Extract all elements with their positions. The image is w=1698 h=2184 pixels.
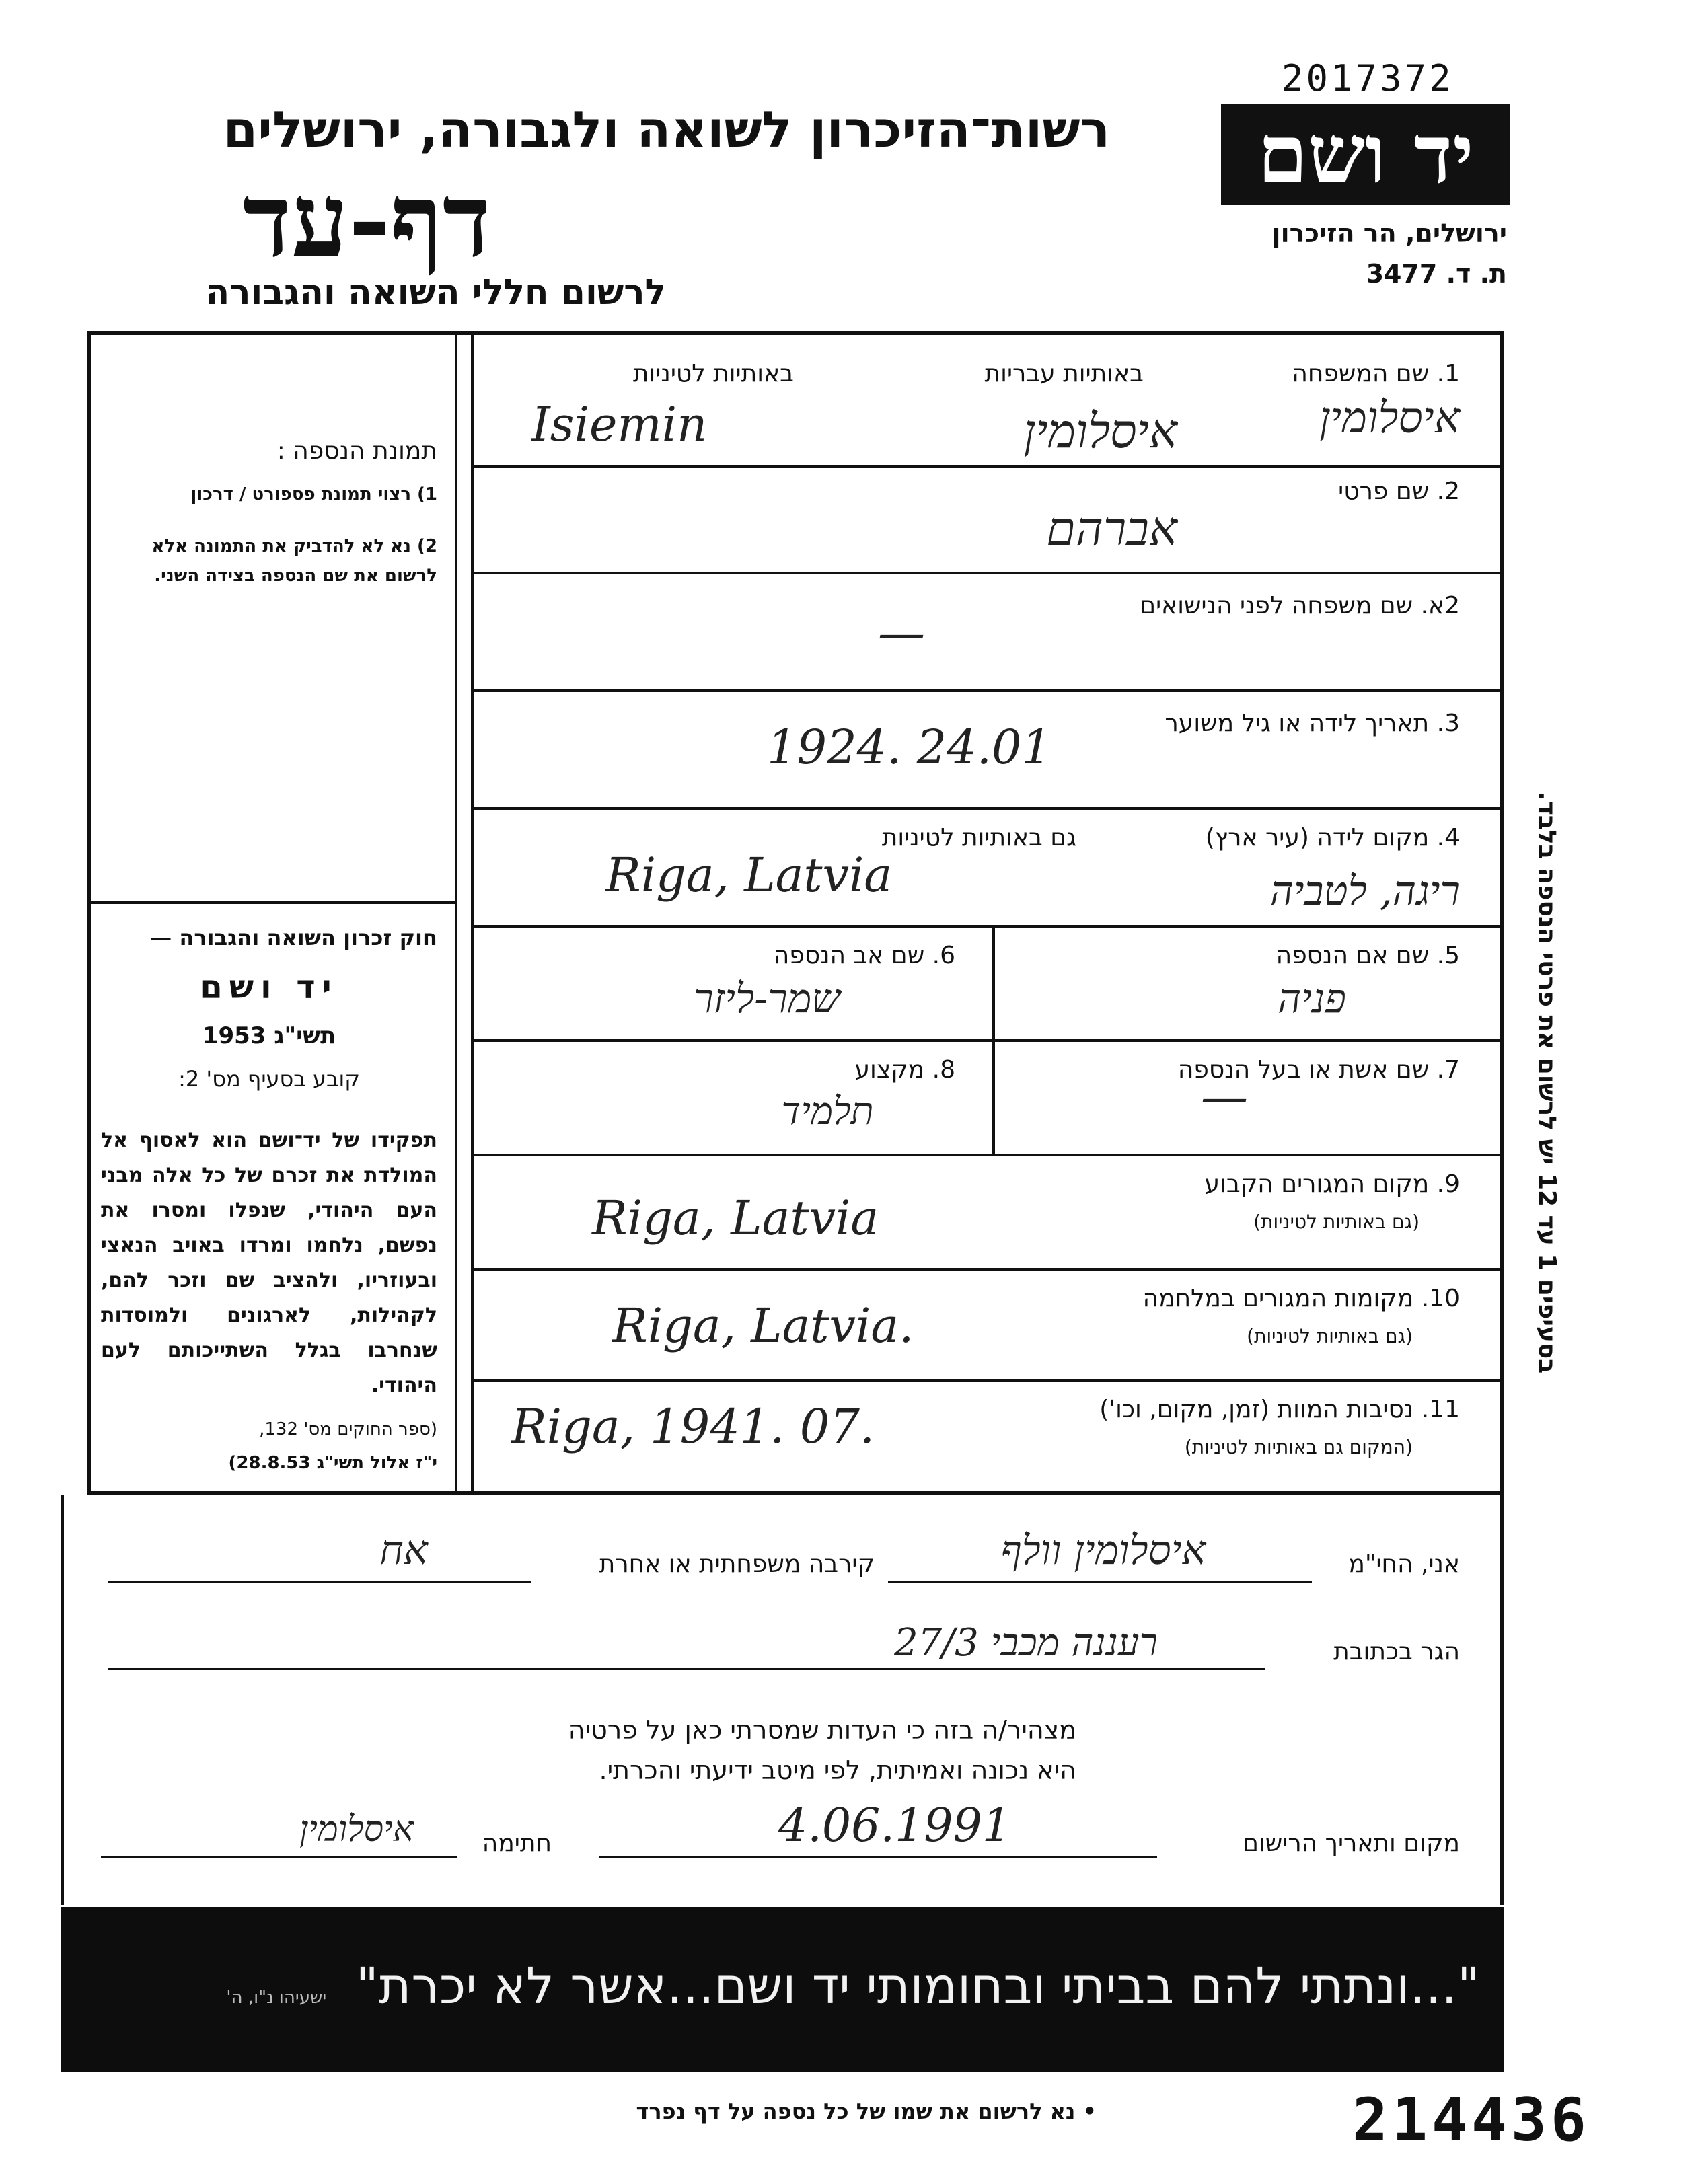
field-5-label: 5. שם אם הנספה xyxy=(1276,942,1460,969)
field-4-label: 4. מקום לידה (עיר ארץ) xyxy=(1205,824,1460,852)
field-4-value-latin[interactable]: Riga, Latvia xyxy=(605,848,893,903)
authority-heading: רשות־הזיכרון לשואה ולגבורה, ירושלים xyxy=(223,101,1110,159)
place-date-underline xyxy=(599,1856,1157,1858)
field-9-sublabel: (גם באותיות לטיניות) xyxy=(1253,1211,1419,1233)
field-8-value[interactable]: תלמיד xyxy=(781,1090,874,1133)
field-11-label: 11. נסיבות המוות (זמן, מקום, וכו') xyxy=(1099,1396,1460,1423)
row-divider xyxy=(471,572,1504,574)
row-divider xyxy=(471,925,1504,928)
law-name: יד ושם xyxy=(200,969,338,1006)
address-underline xyxy=(108,1668,1265,1670)
field-7-value[interactable]: — xyxy=(1201,1069,1248,1125)
side-instruction-note: בסעיפים 1 עד 12 יש לרשום את פרטי הנספה בלבד. xyxy=(1533,792,1561,1374)
declarant-underline xyxy=(888,1581,1312,1583)
row-divider xyxy=(471,807,1504,810)
field-4-value-hebrew[interactable]: ריגה, לטביה xyxy=(1269,868,1460,915)
yad-vashem-logo: יד ושם xyxy=(1221,104,1510,205)
law-source-line-2: י"ז אלול תשי"ג 28.8.53) xyxy=(228,1453,437,1473)
document-number: 2017372 xyxy=(1282,57,1454,100)
field-1-value-side[interactable]: איסלומין xyxy=(1319,393,1460,443)
place-date-label: מקום ותאריך הרישום xyxy=(1243,1830,1460,1857)
field-9-label: 9. מקום המגורים הקבוע xyxy=(1204,1170,1460,1198)
row-divider xyxy=(471,689,1504,692)
relation-value[interactable]: אח xyxy=(379,1527,428,1574)
field-7-label: 7. שם אשת או בעל הנספה xyxy=(1177,1056,1460,1084)
law-year: תשי"ג 1953 xyxy=(202,1022,336,1049)
law-source-line-1: (ספר החוקים מס' 132, xyxy=(259,1419,437,1439)
banner-quote-source: ישעיהו נ"ו, ה' xyxy=(226,1988,327,2008)
address-label: הגר בכתובת xyxy=(1333,1638,1460,1665)
row-divider xyxy=(471,1154,1504,1156)
field-5-value[interactable]: פניה xyxy=(1278,975,1346,1022)
main-column-edge xyxy=(471,331,474,1495)
stamp-number: 214436 xyxy=(1352,2085,1590,2154)
column-divider xyxy=(992,925,995,1154)
signature-label: חתימה xyxy=(482,1830,552,1857)
field-1-label: 1. שם המשפחה xyxy=(1292,360,1460,387)
field-6-label: 6. שם אב הנספה xyxy=(773,942,955,969)
field-3-value[interactable]: 1924. 24.01 xyxy=(767,720,1052,775)
row-divider xyxy=(471,465,1504,468)
address-value[interactable]: רעננה מכבי 27/3 xyxy=(893,1621,1158,1665)
field-9-value[interactable]: Riga, Latvia xyxy=(592,1191,879,1246)
field-1-latin-header: באותיות לטיניות xyxy=(632,360,794,387)
relation-label: קירבה משפחתית או אחרת xyxy=(599,1550,875,1578)
law-body-text: תפקידו של יד־ושם הוא לאסוף אל המולדת את זכרם של כל אלה מבני העם היהודי, שנפלו ומסרו את נפשם, נלחמו ומרדו באויב הנאצי ובעוזריו, ולהציב שם וזכר להם, לקהילות, לארגונים ולמוסדות שנחרבו בגלל השתייכותם לעם היהודי. xyxy=(101,1129,437,1397)
field-10-value[interactable]: Riga, Latvia. xyxy=(612,1298,914,1353)
field-4-latin-header: גם באותיות לטיניות xyxy=(881,824,1076,852)
field-11-value[interactable]: Riga, 1941. 07. xyxy=(511,1399,875,1454)
declaration-statement-2: היא נכונה ואמיתית, לפי מיטב ידיעתי והכרתי. xyxy=(599,1756,1076,1785)
row-divider xyxy=(471,1379,1504,1382)
declaration-statement-1: מצהיר/ה בזה כי העדות שמסרתי כאן על פרטיה xyxy=(568,1715,1076,1745)
banner-quote xyxy=(81,1957,1480,2015)
law-title: חוק זכרון השואה והגבורה — xyxy=(150,925,437,950)
field-2a-value[interactable]: — xyxy=(878,605,925,661)
field-10-sublabel: (גם באותיות לטיניות) xyxy=(1247,1325,1413,1347)
signature-underline xyxy=(101,1856,457,1858)
photo-note-1: 1) רצוי תמונת פספורט / דרכון xyxy=(190,484,437,504)
declarant-name-value[interactable]: איסלומין וולף xyxy=(1000,1527,1206,1574)
photo-note-2: 2) נא לא להדביק את התמונה אלא לרשום את שם הנספה בצידה השני. xyxy=(151,536,437,586)
logo-address: ירושלים, הר הזיכרון xyxy=(1271,219,1507,248)
photo-box-title: תמונת הנספה : xyxy=(276,437,437,465)
relation-underline xyxy=(108,1581,531,1583)
field-1-value-latin[interactable]: Isiemin xyxy=(531,397,708,452)
field-8-label: 8. מקצוע xyxy=(854,1056,955,1084)
field-3-label: 3. תאריך לידה או גיל משוער xyxy=(1165,710,1460,737)
place-date-value[interactable]: 4.06.1991 xyxy=(778,1799,1012,1852)
row-divider xyxy=(471,1039,1504,1042)
page-subtitle: לרשום חללי השואה והגבורה xyxy=(205,272,666,313)
field-6-value[interactable]: שמר-ליזר xyxy=(694,975,840,1022)
field-11-sublabel: (המקום גם באותיות לטיניות) xyxy=(1184,1436,1413,1458)
row-divider xyxy=(471,1268,1504,1271)
page-title: דף-עד xyxy=(242,161,491,280)
field-1-hebrew-header: באותיות עבריות xyxy=(984,360,1144,387)
field-2a-label: 2א. שם משפחה לפני הנישואים xyxy=(1140,592,1460,619)
field-2-value[interactable]: אברהם xyxy=(1046,501,1177,556)
footer-instruction: • נא לרשום את שמו של כל נספה על דף נפרד xyxy=(636,2099,1097,2124)
field-1-value-hebrew[interactable]: איסלומין xyxy=(1023,404,1177,459)
left-column-divider xyxy=(87,901,457,904)
law-clause: קובע בסעיף מס' 2: xyxy=(178,1066,360,1092)
logo-po-box: ת. ד. 3477 xyxy=(1366,259,1507,289)
field-2-label: 2. שם פרטי xyxy=(1338,478,1460,505)
banner-quote-text: "...ונתתי להם בביתי ובחומותי יד ושם...אשר לא יכרת" xyxy=(355,1957,1480,2015)
field-10-label: 10. מקומות המגורים במלחמה xyxy=(1142,1285,1460,1312)
signature-value[interactable]: איסלומין xyxy=(299,1809,414,1850)
declarant-label: אני, החי"מ xyxy=(1348,1550,1460,1578)
